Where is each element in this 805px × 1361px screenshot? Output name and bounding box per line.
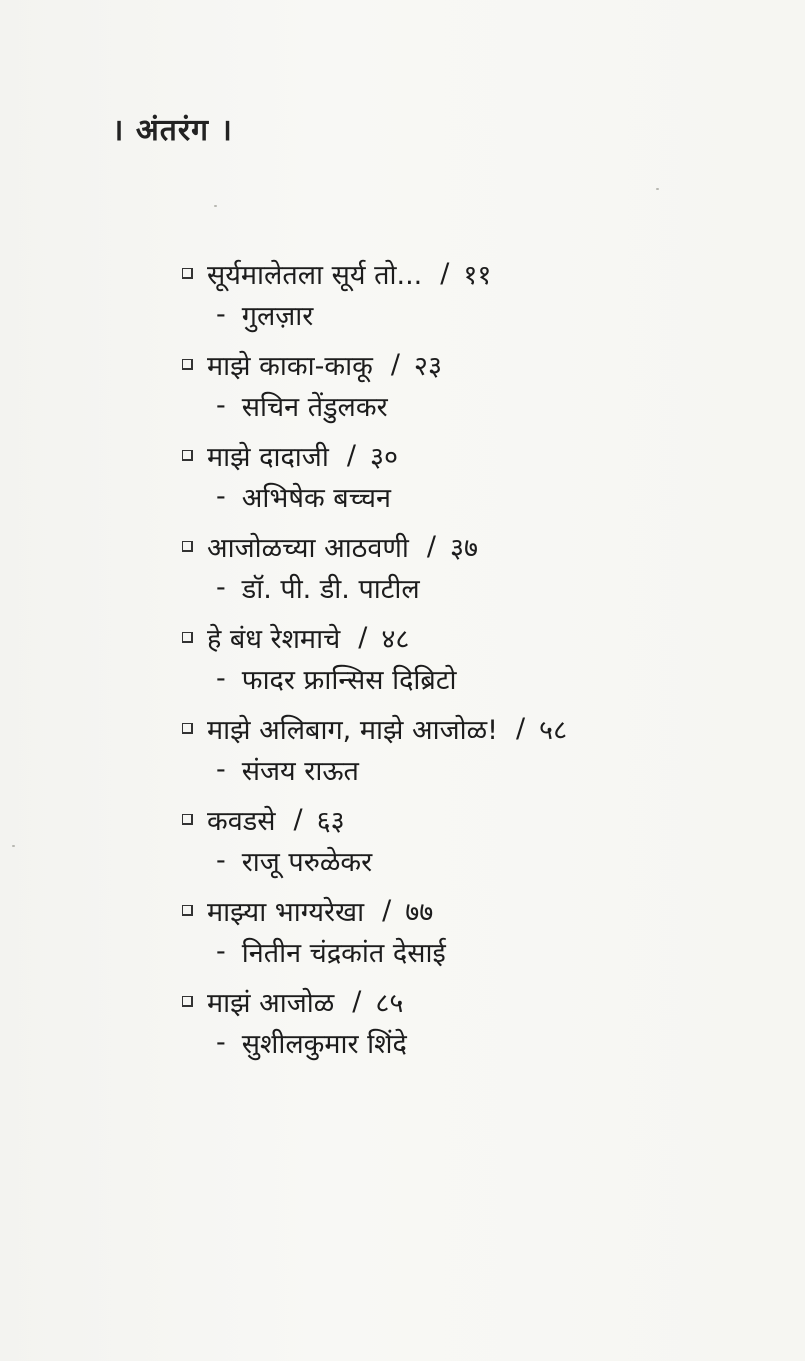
toc-entry-author: नितीन चंद्रकांत देसाई <box>241 937 446 969</box>
toc-entry <box>182 343 742 434</box>
toc-entry-line <box>182 980 742 1022</box>
checkbox-bullet-icon <box>182 814 193 825</box>
toc-entry-author-line <box>182 385 742 425</box>
toc-entry-page: ५८ <box>539 714 568 746</box>
toc-entry-page: २३ <box>413 350 443 382</box>
toc-entry-title: माझं आजोळ <box>207 987 335 1019</box>
page-separator: / <box>390 348 400 380</box>
author-dash: - <box>216 571 226 603</box>
toc-entry-page: ७७ <box>405 896 434 928</box>
toc-entry-author: राजू परुळेकर <box>241 846 373 878</box>
checkbox-bullet-icon <box>182 268 193 279</box>
toc-entry-author-line <box>182 931 742 971</box>
checkbox-bullet-icon <box>182 723 193 734</box>
toc-entry-title: सूर्यमालेतला सूर्य तो... <box>207 259 423 291</box>
toc-entry-page: ६३ <box>316 805 345 837</box>
author-dash: - <box>216 844 226 876</box>
page-separator: / <box>382 894 392 926</box>
table-of-contents <box>182 252 742 1071</box>
author-dash: - <box>216 389 226 421</box>
toc-entry <box>182 434 742 525</box>
paper-speck <box>656 188 659 190</box>
author-dash: - <box>216 753 226 785</box>
checkbox-bullet-icon <box>182 450 193 461</box>
toc-entry-title: आजोळच्या आठवणी <box>207 532 409 564</box>
toc-entry-author-line <box>182 749 742 789</box>
toc-entry-author: फादर फ्रान्सिस दिब्रिटो <box>241 664 457 696</box>
toc-entry-line <box>182 798 742 840</box>
checkbox-bullet-icon <box>182 632 193 643</box>
toc-entry-title: माझे दादाजी <box>207 441 329 473</box>
toc-entry <box>182 889 742 980</box>
toc-entry-page: ३७ <box>450 532 479 564</box>
page-separator: / <box>352 985 362 1017</box>
page-title: । अंतरंग । <box>112 113 233 148</box>
toc-entry-line <box>182 434 742 476</box>
page-separator: / <box>346 439 356 471</box>
toc-entry-title: माझे अलिबाग, माझे आजोळ! <box>207 714 498 746</box>
toc-entry-title: हे बंध रेशमाचे <box>207 623 341 655</box>
toc-entry-page: ८५ <box>375 987 404 1019</box>
toc-entry-author-line <box>182 567 742 607</box>
author-dash: - <box>216 298 226 330</box>
toc-entry-title: कवडसे <box>207 805 276 837</box>
toc-entry-author: डॉ. पी. डी. पाटील <box>241 573 420 605</box>
toc-entry-author: सुशीलकुमार शिंदे <box>241 1028 407 1060</box>
page-separator: / <box>515 712 526 744</box>
page-separator: / <box>440 257 450 289</box>
checkbox-bullet-icon <box>182 905 193 916</box>
toc-entry-line <box>182 252 742 294</box>
toc-entry <box>182 798 742 889</box>
toc-entry <box>182 707 742 798</box>
author-dash: - <box>216 935 226 967</box>
toc-entry-line <box>182 525 742 567</box>
toc-entry-author-line <box>182 658 742 698</box>
toc-entry-line <box>182 889 742 931</box>
toc-entry-author-line <box>182 1022 742 1062</box>
toc-entry-author-line <box>182 476 742 516</box>
page-separator: / <box>358 621 368 653</box>
toc-entry-line <box>182 343 742 385</box>
paper-speck <box>214 205 217 207</box>
paper-speck <box>12 845 15 847</box>
toc-entry-page: ४८ <box>381 623 410 655</box>
checkbox-bullet-icon <box>182 359 193 370</box>
toc-entry-author-line <box>182 294 742 334</box>
toc-entry-page: ११ <box>463 259 492 291</box>
toc-entry-page: ३० <box>369 441 399 473</box>
toc-entry <box>182 980 742 1071</box>
checkbox-bullet-icon <box>182 996 193 1007</box>
toc-entry <box>182 616 742 707</box>
toc-entry-title: माझ्या भाग्यरेखा <box>207 896 365 928</box>
checkbox-bullet-icon <box>182 541 193 552</box>
author-dash: - <box>216 1026 226 1058</box>
toc-entry-title: माझे काका-काकू <box>207 350 373 382</box>
toc-entry-line <box>182 616 742 658</box>
toc-entry-author: अभिषेक बच्चन <box>241 482 392 514</box>
toc-entry-line <box>182 707 742 749</box>
toc-entry-author: गुलज़ार <box>241 300 314 332</box>
toc-entry <box>182 252 742 343</box>
toc-entry <box>182 525 742 616</box>
toc-entry-author: संजय राऊत <box>241 755 359 787</box>
author-dash: - <box>216 662 226 694</box>
toc-entry-author-line <box>182 840 742 880</box>
toc-entry-author: सचिन तेंडुलकर <box>241 391 388 423</box>
page-separator: / <box>293 803 303 835</box>
page-separator: / <box>426 530 436 562</box>
author-dash: - <box>216 480 226 512</box>
